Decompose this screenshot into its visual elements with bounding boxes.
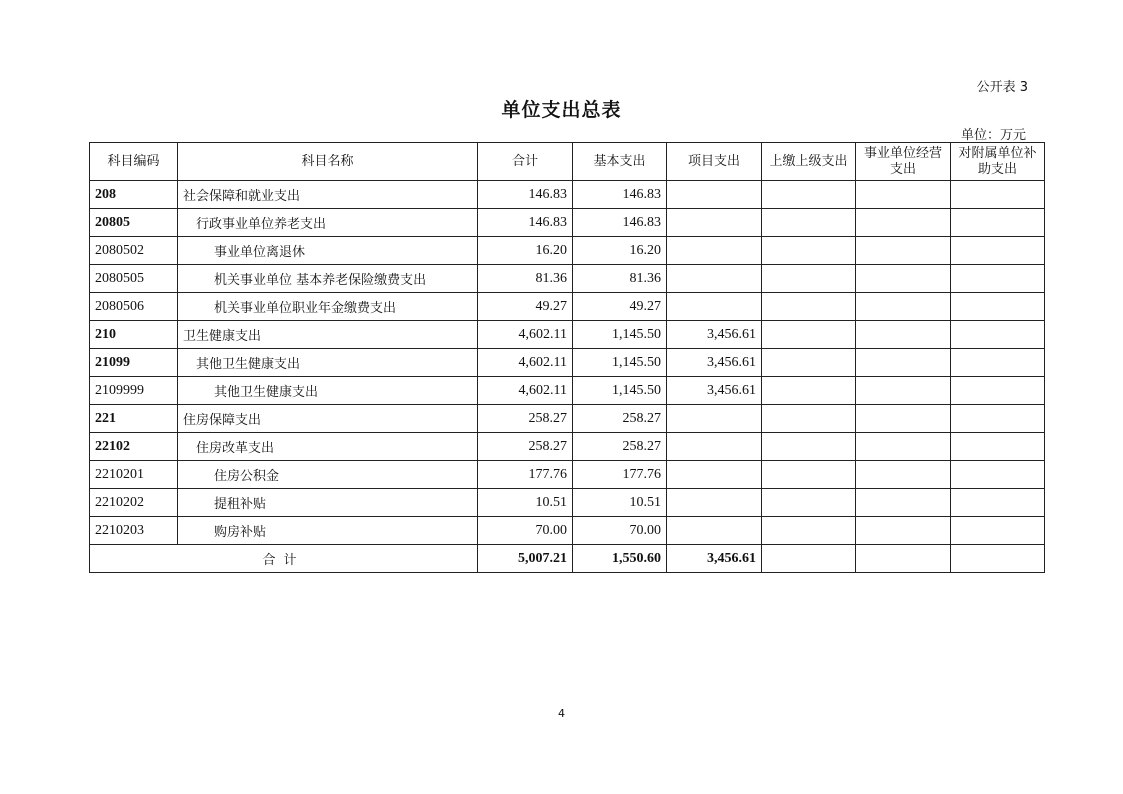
cell-code: 208 [90,181,178,209]
table-row [90,209,1045,237]
cell-basic: 1,145.50 [573,349,667,377]
table-row [90,237,1045,265]
unit-note: 单位：万元 [960,128,1026,143]
cell-business [856,181,951,209]
cell-name: 住房公积金 [178,461,478,489]
cell-business [856,461,951,489]
cell-basic: 81.36 [573,265,667,293]
cell-business [856,293,951,321]
page-title: 单位支出总表 [501,99,622,121]
cell-upper [762,265,856,293]
cell-subsidy [951,461,1045,489]
cell-total: 146.83 [478,181,573,209]
cell-subsidy [951,209,1045,237]
total-upper [762,545,856,573]
cell-upper [762,377,856,405]
cell-upper [762,405,856,433]
column-header-name: 科目名称 [178,143,478,181]
page-number: 4 [558,707,565,720]
cell-upper [762,237,856,265]
cell-code: 2080505 [90,265,178,293]
cell-business [856,377,951,405]
cell-code: 2080506 [90,293,178,321]
cell-code: 21099 [90,349,178,377]
expenditure-table [89,142,1045,573]
cell-basic: 258.27 [573,433,667,461]
cell-project [667,293,762,321]
cell-upper [762,461,856,489]
cell-project [667,433,762,461]
cell-basic: 146.83 [573,209,667,237]
cell-basic: 10.51 [573,489,667,517]
total-subsidy [951,545,1045,573]
cell-total: 4,602.11 [478,349,573,377]
cell-subsidy [951,293,1045,321]
cell-subsidy [951,321,1045,349]
cell-name: 提租补贴 [178,489,478,517]
table-row [90,405,1045,433]
cell-upper [762,433,856,461]
cell-business [856,517,951,545]
cell-business [856,209,951,237]
cell-basic: 146.83 [573,181,667,209]
cell-subsidy [951,349,1045,377]
column-header-upper: 上缴上级支出 [762,143,856,181]
column-header-code: 科目编码 [90,143,178,181]
column-header-total: 合计 [478,143,573,181]
cell-code: 2080502 [90,237,178,265]
cell-code: 210 [90,321,178,349]
total-basic: 1,550.60 [573,545,667,573]
cell-project: 3,456.61 [667,321,762,349]
cell-business [856,489,951,517]
cell-name: 其他卫生健康支出 [178,349,478,377]
cell-project [667,405,762,433]
cell-name: 购房补贴 [178,517,478,545]
cell-upper [762,293,856,321]
total-project: 3,456.61 [667,545,762,573]
cell-upper [762,349,856,377]
total-sum: 5,007.21 [478,545,573,573]
cell-business [856,433,951,461]
cell-total: 4,602.11 [478,321,573,349]
cell-basic: 70.00 [573,517,667,545]
cell-project [667,237,762,265]
cell-total: 4,602.11 [478,377,573,405]
column-header-subsidy: 对附属单位补助支出 [951,143,1045,181]
table-header-row [90,143,1045,181]
table-row [90,489,1045,517]
cell-subsidy [951,517,1045,545]
cell-total: 10.51 [478,489,573,517]
cell-subsidy [951,377,1045,405]
table-row [90,349,1045,377]
cell-code: 2109999 [90,377,178,405]
table-row [90,517,1045,545]
cell-project [667,181,762,209]
cell-project [667,209,762,237]
cell-project [667,489,762,517]
table-row [90,377,1045,405]
cell-business [856,349,951,377]
cell-code: 2210203 [90,517,178,545]
cell-upper [762,517,856,545]
cell-basic: 1,145.50 [573,321,667,349]
cell-total: 70.00 [478,517,573,545]
cell-upper [762,321,856,349]
cell-code: 221 [90,405,178,433]
cell-subsidy [951,265,1045,293]
column-header-basic: 基本支出 [573,143,667,181]
cell-code: 20805 [90,209,178,237]
table-row [90,461,1045,489]
cell-total: 81.36 [478,265,573,293]
cell-subsidy [951,433,1045,461]
table-row [90,181,1045,209]
cell-code: 22102 [90,433,178,461]
cell-subsidy [951,237,1045,265]
cell-total: 258.27 [478,405,573,433]
total-business [856,545,951,573]
cell-project [667,265,762,293]
cell-basic: 1,145.50 [573,377,667,405]
cell-total: 146.83 [478,209,573,237]
cell-total: 177.76 [478,461,573,489]
cell-name: 行政事业单位养老支出 [178,209,478,237]
form-number: 公开表 3 [976,80,1028,95]
cell-subsidy [951,181,1045,209]
cell-name: 机关事业单位职业年金缴费支出 [178,293,478,321]
cell-name: 其他卫生健康支出 [178,377,478,405]
cell-name: 事业单位离退休 [178,237,478,265]
cell-subsidy [951,489,1045,517]
cell-upper [762,181,856,209]
cell-name: 机关事业单位 基本养老保险缴费支出 [178,265,478,293]
table-row [90,293,1045,321]
table-row [90,321,1045,349]
cell-project: 3,456.61 [667,377,762,405]
cell-name: 住房保障支出 [178,405,478,433]
cell-name: 卫生健康支出 [178,321,478,349]
cell-basic: 16.20 [573,237,667,265]
cell-business [856,321,951,349]
total-row [90,545,1045,573]
column-header-business: 事业单位经营支出 [856,143,951,181]
table-body [90,181,1045,545]
cell-name: 社会保障和就业支出 [178,181,478,209]
total-label: 合计 [90,545,478,573]
cell-business [856,405,951,433]
cell-basic: 49.27 [573,293,667,321]
table-row [90,433,1045,461]
cell-project [667,517,762,545]
cell-upper [762,209,856,237]
cell-total: 258.27 [478,433,573,461]
table-row [90,265,1045,293]
column-header-project: 项目支出 [667,143,762,181]
cell-basic: 258.27 [573,405,667,433]
cell-total: 49.27 [478,293,573,321]
cell-project: 3,456.61 [667,349,762,377]
cell-name: 住房改革支出 [178,433,478,461]
cell-code: 2210202 [90,489,178,517]
cell-business [856,237,951,265]
cell-basic: 177.76 [573,461,667,489]
cell-project [667,461,762,489]
cell-subsidy [951,405,1045,433]
cell-total: 16.20 [478,237,573,265]
cell-upper [762,489,856,517]
cell-code: 2210201 [90,461,178,489]
cell-business [856,265,951,293]
